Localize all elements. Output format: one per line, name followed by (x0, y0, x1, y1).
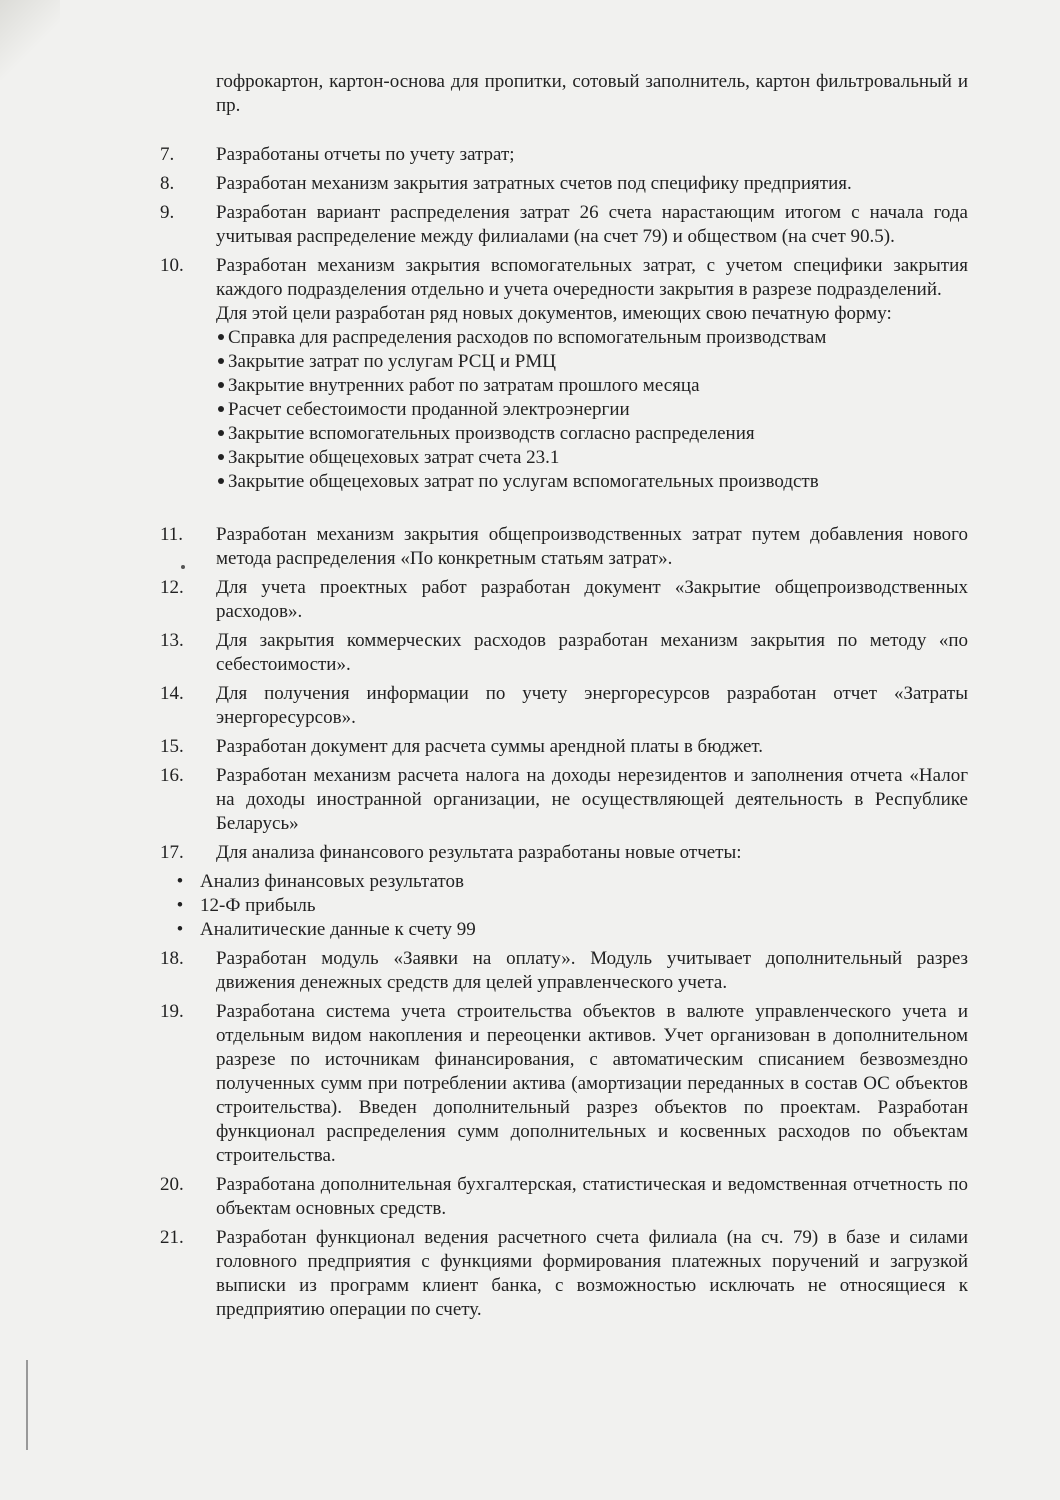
item-number: 9. (160, 202, 175, 223)
bullet-icon (218, 454, 224, 460)
numbered-list (160, 143, 968, 1322)
item-text: Разработан механизм закрытия общепроизводственных затрат путем добавления нового метода распределения «По конкретным статьям затрат». (216, 524, 968, 569)
item-text: Для анализа финансового результата разработаны новые отчеты: (216, 842, 742, 863)
item-text: Разработан вариант распределения затрат 26 счета нарастающим итогом с начала года учитывая распределение между филиалами (на счет 79) и обществом (на счет 90.5). (216, 202, 968, 247)
item-text: Для закрытия коммерческих расходов разработан механизм закрытия по методу «по себестоимости». (216, 630, 968, 675)
item-number: 18. (160, 948, 184, 969)
item-text: Разработана дополнительная бухгалтерская, статистическая и ведомственная отчетность по объектам основных средств. (216, 1174, 968, 1219)
item-text: Разработан механизм закрытия вспомогательных затрат, с учетом специфики закрытия каждого подразделения отдельно и учета очередности закрытия в разрезе подразделений. (216, 255, 968, 300)
item-text: Для получения информации по учету энергоресурсов разработан отчет «Затраты энергоресурсов». (216, 683, 968, 728)
sub-item: Закрытие вспомогательных производств согласно распределения (218, 422, 968, 446)
list-item (160, 764, 968, 836)
item-number: 16. (160, 765, 184, 786)
list-item (160, 201, 968, 249)
list-item (160, 682, 968, 730)
sub-item: Закрытие общецеховых затрат по услугам вспомогательных производств (218, 470, 968, 494)
list-item (160, 1173, 968, 1221)
bullet-icon (218, 430, 224, 436)
list-item (160, 172, 968, 196)
scan-edge-mark (26, 1360, 28, 1450)
item-text: Разработан документ для расчета суммы арендной платы в бюджет. (216, 736, 764, 757)
list-item (160, 841, 968, 865)
item-extra-text: Для этой цели разработан ряд новых документов, имеющих свою печатную форму: (216, 303, 892, 324)
bullet-icon (218, 358, 224, 364)
item-text: Разработаны отчеты по учету затрат; (216, 144, 515, 165)
sub-item: Расчет себестоимости проданной электроэнергии (218, 398, 968, 422)
list-item (160, 576, 968, 624)
bullet-icon (218, 334, 224, 340)
page-fold (0, 0, 60, 80)
report-bullet: • Анализ финансовых результатов (160, 870, 968, 894)
list-item (160, 1000, 968, 1168)
item-number: 15. (160, 736, 184, 757)
item-number: 10. (160, 255, 184, 276)
sub-item: Закрытие внутренних работ по затратам прошлого месяца (218, 374, 968, 398)
bullet-icon (218, 478, 224, 484)
item-number: 20. (160, 1174, 184, 1195)
sub-item: Закрытие затрат по услугам РСЦ и РМЦ (218, 350, 968, 374)
sub-item: Закрытие общецеховых затрат счета 23.1 (218, 446, 968, 470)
item-text: Разработан механизм расчета налога на доходы нерезидентов и заполнения отчета «Налог на доходы иностранной организации, не осуществляющей деятельность в Республике Беларусь» (216, 765, 968, 834)
item-text: Разработан механизм закрытия затратных счетов под специфику предприятия. (216, 173, 852, 194)
item-text: Разработана система учета строительства объектов в валюте управленческого учета и отдельным видом накопления и переоценки активов. Учет организован в дополнительном разрезе по источникам финансирования, с автоматическим списанием безвозмездно полученных сумм при потреблении актива (амортизации переданных в состав ОС объектов строительства). Введен дополнительный разрез объектов по проектам. Разработан функционал распределения сумм дополнительных и косвенных расходов по объектам строительства. (216, 1001, 968, 1166)
item-number: 21. (160, 1227, 184, 1248)
list-item (160, 947, 968, 995)
bullet-icon (218, 382, 224, 388)
bullet-icon (218, 406, 224, 412)
list-item (160, 629, 968, 677)
list-item (160, 1226, 968, 1322)
item-number: 13. (160, 630, 184, 651)
report-bullet: • 12-Ф прибыль (160, 894, 968, 918)
list-item (160, 735, 968, 759)
intro-paragraph: гофрокартон, картон-основа для пропитки, сотовый заполнитель, картон фильтровальный и пр. (216, 71, 968, 116)
list-item (160, 523, 968, 571)
item-number: 17. (160, 842, 184, 863)
item-text: Разработан модуль «Заявки на оплату». Модуль учитывает дополнительный разрез движения денежных средств для целей управленческого учета. (216, 948, 968, 993)
list-item (160, 143, 968, 167)
item-number: 14. (160, 683, 184, 704)
sub-item: Справка для распределения расходов по вспомогательным производствам (218, 326, 968, 350)
report-bullet: • Аналитические данные к счету 99 (160, 918, 968, 942)
bullet-icon: • (176, 895, 184, 916)
list-item (160, 254, 968, 518)
item-number: 8. (160, 173, 175, 194)
item-number: 19. (160, 1001, 184, 1022)
item-text: Разработан функционал ведения расчетного счета филиала (на сч. 79) в базе и силами головного предприятия с функциями формирования платежных поручений и загрузкой выписки из программ клиент банка, с возможностью исключать не относящиеся к предприятию операции по счету. (216, 1227, 968, 1320)
item-number: 12. (160, 577, 184, 598)
bullet-icon: • (176, 871, 184, 892)
item-text: Для учета проектных работ разработан документ «Закрытие общепроизводственных расходов». (216, 577, 968, 622)
stray-dot (181, 565, 185, 569)
item-number: 7. (160, 144, 175, 165)
bullet-icon: • (176, 919, 184, 940)
item-number: 11. (160, 524, 184, 545)
